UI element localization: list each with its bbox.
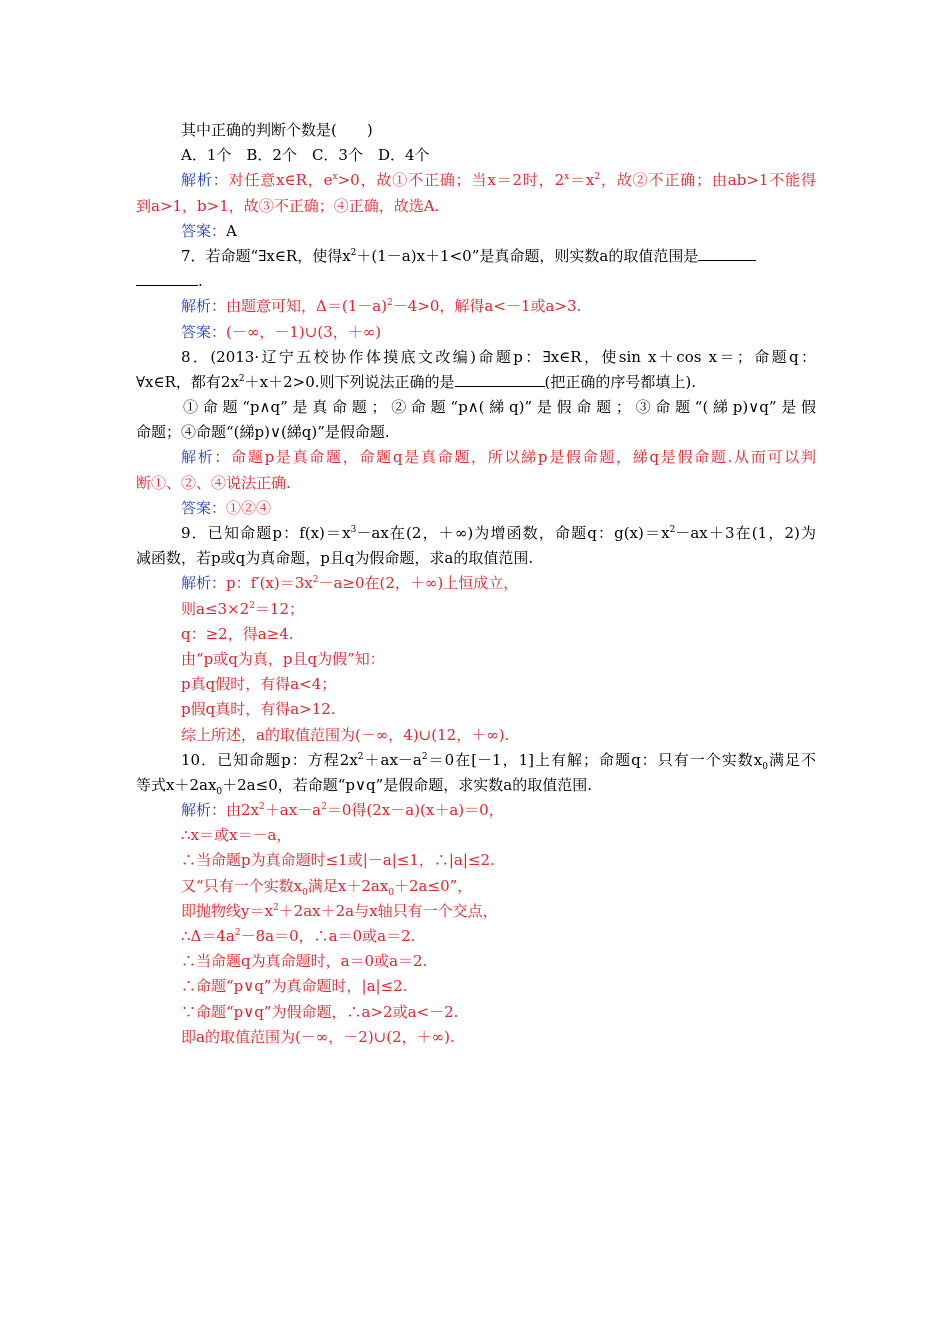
section-label: 解析： [181,297,227,316]
text-run: p假q真时，有得a>12. [181,700,336,719]
script-text: x [332,172,338,183]
section-label: 答案： [181,322,227,341]
text-run: ∴当命题p为真命题时≤1或|－a|≤1，∴|a|≤2. [181,851,495,870]
text-line-l29 [136,823,816,848]
text-run: q：≥2，得a≥4. [181,624,294,643]
text-run: ∴当命题q为真命题时，a＝0或a＝2. [181,952,428,971]
text-run: 满足不 [767,750,816,769]
text-run: 即抛物线y＝x [181,901,273,920]
text-run: A [226,221,237,240]
script-text: 2 [249,600,255,611]
text-run: ∴命题“p∨q”为真命题时，|a|≤2. [181,977,408,996]
text-line-l12 [136,395,816,420]
script-text: 3 [350,525,357,535]
text-line-l19 [136,571,816,596]
text-line-l21 [136,622,816,647]
script-text: 0 [302,887,308,898]
text-line-l2 [136,143,816,168]
text-line-l34 [136,949,816,974]
text-line-l1 [136,118,816,143]
text-line-l10 [136,345,816,370]
text-run: (把正确的序号都填上). [544,372,697,391]
text-line-l27 [136,773,816,798]
section-label: 解析： [181,801,227,820]
text-line-l13 [136,420,816,445]
script-text: 0 [762,761,768,772]
text-run: 则a≤3×2 [181,599,250,618]
text-run: 由题意可知，Δ＝(1－a) [226,297,388,316]
script-text: 2 [234,928,241,938]
text-line-l28 [136,798,816,823]
document-body [136,118,816,1050]
text-line-l16 [136,496,816,521]
text-run: 9．已知命题p：f(x)＝x [181,524,351,542]
section-label: 解析： [181,171,229,190]
script-text: 2 [312,575,319,586]
text-run: －ax＋3在(1，2)为 [675,524,816,542]
section-label: 答案： [181,221,227,240]
text-run: －ax在(2，＋∞)为增函数，命题q：g(x)＝x [356,524,670,542]
text-run: ＋(1－a)x＋1<0”是真命题，则实数a的取值范围是 [356,246,699,265]
text-line-l18 [136,546,816,571]
text-run: 命题p是真命题，命题q是真命题，所以綈p是假命题，綈q是假命题.从而可以判 [231,448,816,467]
text-run: ∴Δ＝4a [181,927,235,945]
script-text: 2 [357,751,364,762]
text-run: 断①、②、④说法正确. [136,473,291,492]
text-run: ＝x [569,171,595,190]
text-run: 满足x＋2ax [307,876,389,895]
text-line-l22 [136,647,816,672]
answer-blank [455,372,545,387]
text-run: 10．已知命题p：方程2x [181,750,358,769]
text-run: . [198,272,203,291]
script-text: 2 [594,172,601,183]
section-label: 解析： [181,448,232,467]
script-text: 0 [216,786,223,797]
text-run: 综上所述，a的取值范围为(－∞，4)∪(12，＋∞). [181,725,510,744]
answer-blank [136,271,198,286]
text-line-l36 [136,1000,816,1025]
text-line-l24 [136,697,816,722]
text-run: 等式x＋2ax [136,775,217,794]
text-line-l23 [136,672,816,697]
script-text: 2 [350,247,357,258]
text-line-l15 [136,471,816,496]
text-run: ＋x＋2>0.则下列说法正确的是 [244,372,455,391]
text-run: (－∞，－1)∪(3，＋∞) [226,322,382,341]
text-run: 其中正确的判断个数是( ) [181,121,373,139]
text-run: ＝0在[－1，1]上有解；命题q：只有一个实数x [427,750,763,769]
text-line-l25 [136,723,816,748]
text-run: 8．(2013·辽宁五校协作体摸底文改编)命题p：∃x∈R，使sin x＋cos x＝；命题q： [181,347,816,366]
script-text: 0 [388,887,395,898]
text-line-l9 [136,320,816,345]
text-run: ①②④ [226,498,272,517]
text-run: ＝12； [254,599,304,618]
text-run: ＝0得(2x－a)(x＋a)＝0， [326,801,504,820]
text-run: ＋2a≤0，若命题“p∨q”是假命题，求实数a的取值范围. [222,775,592,794]
text-line-l17 [136,521,816,546]
text-run: p：f′(x)＝3x [226,574,313,593]
text-run: ∀x∈R，都有2x [136,372,239,391]
script-text: 2 [272,902,279,913]
section-label: 解析： [181,574,227,593]
text-run: ＋ax－a [264,801,322,820]
text-run: －4>0，解得a<－1或a>3. [392,297,582,316]
script-text: 2 [669,525,676,535]
script-text: 2 [259,802,265,813]
text-run: A．1个 B．2个 C．3个 D．4个 [181,146,430,165]
text-line-l6 [136,244,816,269]
text-line-l20 [136,597,816,622]
text-run: 7．若命题“∃x∈R，使得x [181,246,351,265]
script-text: 2 [387,298,393,309]
text-line-l37 [136,1025,816,1050]
text-run: 到a>1，b>1，故③不正确；④正确，故选A. [136,196,440,215]
text-line-l32 [136,899,816,924]
text-run: p真q假时，有得a<4； [181,675,337,694]
script-text: x [564,172,570,183]
text-run: ∴x＝或x＝－a， [181,826,292,845]
text-run: ＋ax－a [363,750,422,769]
text-run: 又“只有一个实数x [181,876,303,895]
text-run: －a≥0在(2，＋∞)上恒成立， [318,574,519,593]
script-text: 2 [238,373,245,384]
text-run: 由2x [226,801,260,820]
text-run: 对任意x∈R，e [228,171,333,190]
text-line-l8 [136,294,816,319]
text-line-l33 [136,924,816,949]
text-line-l35 [136,974,816,999]
section-label: 答案： [181,498,227,517]
script-text: 2 [421,751,428,762]
text-line-l14 [136,445,816,470]
text-run: ，故②不正确；由ab>1不能得 [600,171,816,190]
text-line-l30 [136,848,816,873]
text-line-l7 [136,269,816,294]
text-line-l26 [136,748,816,773]
text-run: 即a的取值范围为(－∞，－2)∪(2，＋∞). [181,1027,455,1046]
text-line-l5 [136,219,816,244]
text-line-l11 [136,370,816,395]
script-text: 2 [321,802,327,813]
text-run: 由“p或q为真，p且q为假”知： [181,649,385,668]
text-run: >0，故①不正确；当x＝2时，2 [337,171,565,190]
text-line-l3 [136,168,816,193]
text-run: ＋2ax＋2a与x轴只有一个交点， [278,901,498,920]
answer-blank [698,246,756,261]
text-run: 命题；④命题“(綈p)∨(綈q)”是假命题. [136,423,390,442]
text-run: ①命题“p∧q”是真命题；②命题“p∧(綈q)”是假命题；③命题“(綈p)∨q”是假 [183,398,816,417]
text-line-l31 [136,874,816,899]
text-run: －8a＝0，∴a＝0或a＝2. [240,927,416,945]
text-run: ∵命题“p∨q”为假命题，∴a>2或a<－2. [181,1002,459,1021]
text-line-l4 [136,194,816,219]
text-run: 减函数，若p或q为真命题，p且q为假命题，求a的取值范围. [136,549,534,568]
text-run: ＋2a≤0”， [394,876,473,895]
